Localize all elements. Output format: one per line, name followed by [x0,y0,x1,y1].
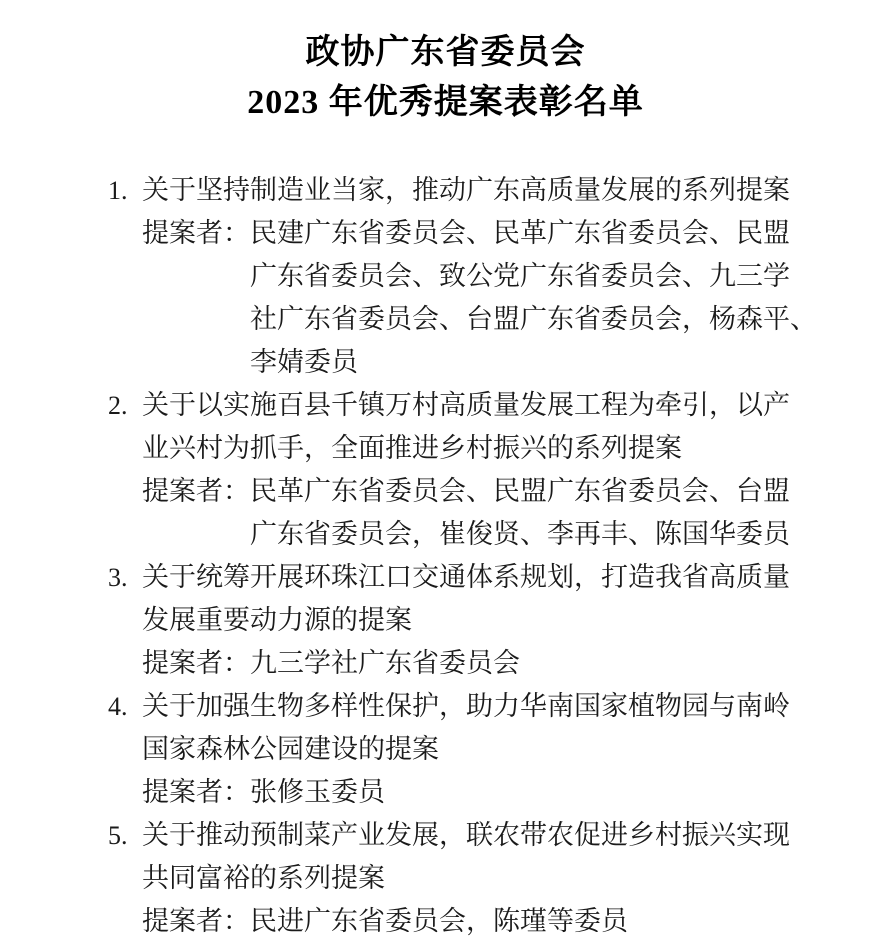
item-title-line: 关于统筹开展环珠江口交通体系规划，打造我省高质量 [142,562,790,592]
item-title [142,556,831,642]
item-number: 2. [108,391,128,420]
proposer-label: 提案者： [142,906,250,936]
item-title [142,384,831,470]
list-item [108,685,831,814]
item-title [142,169,831,212]
proposer-name-line: 广东省委员会、致公党广东省委员会、九三学 [250,261,790,291]
item-proposer [142,212,831,384]
item-number: 3. [108,563,128,592]
item-number: 1. [108,176,128,205]
item-proposer [142,642,831,685]
proposer-label: 提案者： [142,777,250,807]
item-title [142,685,831,771]
list-item [108,384,831,556]
item-title-line: 业兴村为抓手，全面推进乡村振兴的系列提案 [142,433,682,463]
proposer-name-line: 李婧委员 [250,347,358,377]
proposer-label: 提案者： [142,476,250,506]
proposer-name-line: 社广东省委员会、台盟广东省委员会，杨森平、 [250,304,817,334]
item-title [142,814,831,900]
list-item [108,556,831,685]
item-title-line: 共同富裕的系列提案 [142,863,385,893]
proposer-label: 提案者： [142,648,250,678]
item-number: 5. [108,821,128,850]
item-proposer [142,900,831,943]
item-title-line: 关于加强生物多样性保护，助力华南国家植物园与南岭 [142,691,790,721]
proposer-name-line: 民革广东省委员会、民盟广东省委员会、台盟 [250,476,790,506]
list-item [108,814,831,943]
item-number: 4. [108,692,128,721]
proposer-name-line: 民进广东省委员会，陈瑾等委员 [250,906,628,936]
list-item [108,169,831,384]
proposer-names [250,771,385,814]
proposer-names [250,212,817,384]
item-title-line: 发展重要动力源的提案 [142,605,412,635]
proposer-name-line: 广东省委员会，崔俊贤、李再丰、陈国华委员 [250,519,790,549]
proposer-name-line: 九三学社广东省委员会 [250,648,520,678]
proposer-names [250,900,628,943]
proposer-name-line: 张修玉委员 [250,777,385,807]
proposer-label: 提案者： [142,218,250,248]
item-title-line: 国家森林公园建设的提案 [142,734,439,764]
page-subtitle: 2023 年优秀提案表彰名单 [247,84,644,121]
item-proposer [142,771,831,814]
page-title: 政协广东省委员会 [305,34,586,71]
proposal-list [0,169,891,943]
proposer-name-line: 民建广东省委员会、民革广东省委员会、民盟 [250,218,790,248]
item-proposer [142,470,831,556]
proposer-names [250,642,520,685]
proposer-names [250,470,790,556]
item-title-line: 关于以实施百县千镇万村高质量发展工程为牵引，以产 [142,390,790,420]
item-title-line: 关于推动预制菜产业发展，联农带农促进乡村振兴实现 [142,820,790,850]
document-header [0,0,891,124]
item-title-line: 关于坚持制造业当家，推动广东高质量发展的系列提案 [142,175,790,205]
